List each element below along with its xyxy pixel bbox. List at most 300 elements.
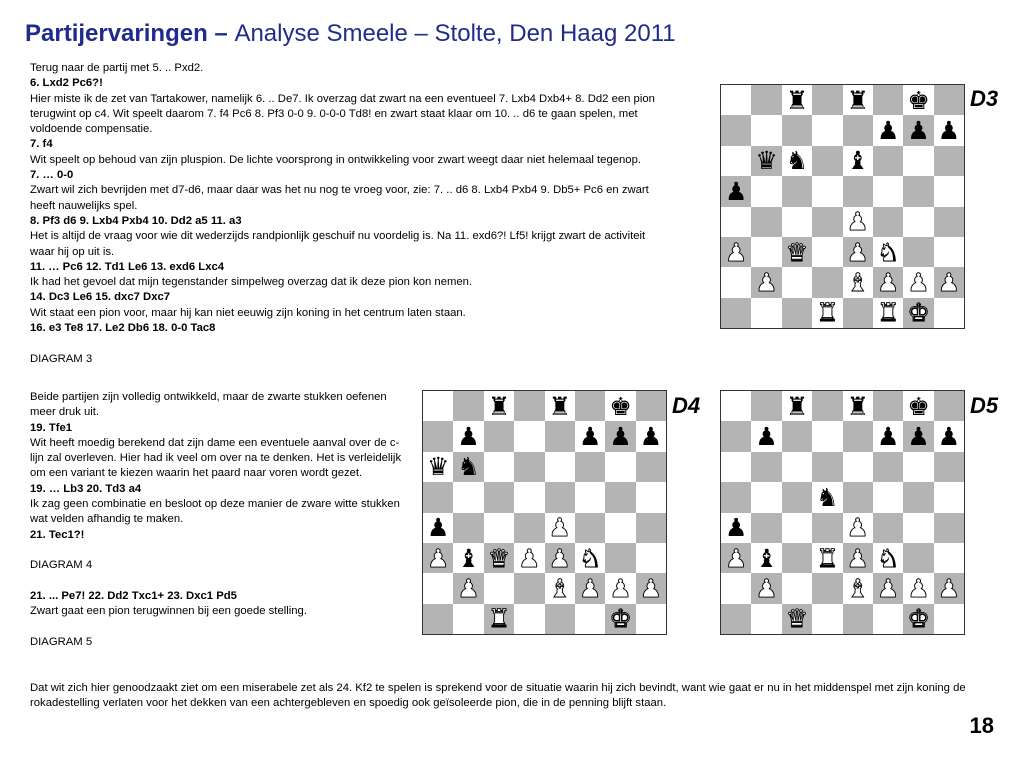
board-square (812, 391, 842, 421)
board-square (751, 267, 781, 297)
board-square (545, 482, 575, 512)
black-knight-icon: ♞ (816, 482, 839, 512)
paragraph-spacer (30, 336, 670, 351)
board-square (575, 391, 605, 421)
board-square (782, 85, 812, 115)
black-rook-icon: ♜ (548, 391, 571, 421)
white-pawn-icon: ♟ (846, 237, 869, 267)
board-square (514, 604, 544, 634)
commentary-line: Ik zag geen combinatie en besloot op deze manier de zware witte stukken wat velden afhandig te maken. (30, 498, 400, 526)
board-square (782, 482, 812, 512)
move-line: 7. … 0-0 (30, 169, 74, 182)
diagram-label-d5: D5 (970, 393, 999, 418)
board-square (721, 421, 751, 451)
board-square (812, 237, 842, 267)
board-square (903, 604, 933, 634)
board-square (843, 146, 873, 176)
board-square (575, 604, 605, 634)
board-square (873, 298, 903, 328)
white-knight-icon: ♞ (876, 237, 900, 267)
move-line: 21. ... Pe7! 22. Dd2 Txc1+ 23. Dxc1 Pd5 (30, 589, 237, 602)
board-square (782, 267, 812, 297)
board-square (934, 176, 964, 206)
board-square (812, 267, 842, 297)
black-rook-icon: ♜ (846, 85, 869, 115)
board-square (782, 452, 812, 482)
board-square (843, 207, 873, 237)
board-square (812, 573, 842, 603)
black-king-icon: ♚ (609, 391, 632, 421)
board-square (514, 421, 544, 451)
board-square (453, 421, 483, 451)
board-square (903, 237, 933, 267)
board-square (934, 391, 964, 421)
chess-diagram-d3 (720, 84, 965, 329)
board-square (721, 543, 751, 573)
board-square (873, 421, 903, 451)
black-bishop-icon: ♝ (755, 543, 778, 573)
white-pawn-icon: ♟ (876, 574, 900, 604)
board-square (812, 176, 842, 206)
board-square (636, 573, 666, 603)
move-line: 14. Dc3 Le6 15. dxc7 Dxc7 (30, 291, 171, 304)
board-square (843, 237, 873, 267)
white-pawn-icon: ♟ (609, 574, 632, 604)
board-square (545, 604, 575, 634)
board-square (934, 85, 964, 115)
commentary-line: Het is altijd de vraag voor wie dit wederzijds randpionlijk geschuif nu voordelig is. Na 11. exd6?! Lf5! krijgt zwart de activiteit waar hij op uit is. (30, 230, 646, 258)
board-square (423, 543, 453, 573)
board-square (721, 482, 751, 512)
black-pawn-icon: ♟ (755, 422, 778, 452)
black-king-icon: ♚ (907, 85, 930, 115)
board-square (812, 513, 842, 543)
board-square (751, 573, 781, 603)
black-pawn-icon: ♟ (639, 422, 663, 452)
board-square (843, 267, 873, 297)
commentary-line: Zwart wil zich bevrijden met d7-d6, maar daar was het nu nog te vroeg voor, zie: 7. .. d6 8. Lxb4 Pxb4 9. Db5+ Pc6 en zwart heeft nauwelijks spel. (30, 184, 649, 212)
board-square (812, 115, 842, 145)
commentary-line: Hier miste ik de zet van Tartakower, namelijk 6. .. De7. Ik overzag dat zwart na een eventueel 7. Lxb4 Dxb4+ 8. Dd2 een pion terugwint op c4. Wit speelt daarom 7. f4 Pc6 8. Pf3 0-0 9. 0-0-0 Td8! en zwart staat klaar om 10. .. d6 te gaan spelen, met voldoende compensatie. (30, 92, 655, 136)
board-square (782, 604, 812, 634)
board-square (453, 573, 483, 603)
white-king-icon: ♚ (907, 604, 930, 634)
board-square (873, 237, 903, 267)
board-square (843, 543, 873, 573)
board-square (812, 604, 842, 634)
move-line: 8. Pf3 d6 9. Lxb4 Pxb4 10. Dd2 a5 11. a3 (30, 214, 242, 227)
board-square (843, 298, 873, 328)
board-square (751, 391, 781, 421)
commentary-line: Wit heeft moedig berekend dat zijn dame een eventuele aanval over de c-lijn zal overleven. Hier had ik veel om over na te denken. Het is verleidelijk om een variant te kiezen waarin het paard naar voren wordt gezet. (30, 436, 402, 480)
board-square (636, 482, 666, 512)
black-rook-icon: ♜ (785, 391, 809, 421)
board-square (934, 513, 964, 543)
board-square (423, 573, 453, 603)
board-square (453, 391, 483, 421)
black-rook-icon: ♜ (846, 391, 869, 421)
board-square (782, 237, 812, 267)
board-square (873, 452, 903, 482)
white-pawn-icon: ♟ (846, 207, 869, 237)
board-square (721, 207, 751, 237)
white-pawn-icon: ♟ (937, 574, 961, 604)
board-square (873, 207, 903, 237)
board-square (903, 85, 933, 115)
board-square (873, 573, 903, 603)
board-square (575, 573, 605, 603)
white-pawn-icon: ♟ (907, 574, 930, 604)
board-square (423, 482, 453, 512)
board-square (843, 85, 873, 115)
board-square (636, 513, 666, 543)
board-square (605, 604, 635, 634)
board-square (843, 391, 873, 421)
white-pawn-icon: ♟ (639, 574, 663, 604)
board-square (934, 207, 964, 237)
board-square (934, 115, 964, 145)
move-line: 19. Tfe1 (30, 421, 73, 434)
diagram-label-d4: D4 (672, 393, 701, 418)
board-square (721, 513, 751, 543)
board-square (423, 421, 453, 451)
board-square (812, 482, 842, 512)
board-square (812, 452, 842, 482)
board-square (721, 298, 751, 328)
board-square (782, 573, 812, 603)
commentary-line: Zwart gaat een pion terugwinnen bij een goede stelling. (30, 605, 307, 618)
board-square (812, 146, 842, 176)
board-square (903, 482, 933, 512)
black-bishop-icon: ♝ (846, 146, 869, 176)
white-knight-icon: ♞ (876, 543, 900, 573)
board-square (453, 543, 483, 573)
board-square (843, 421, 873, 451)
board-square (575, 543, 605, 573)
white-king-icon: ♚ (609, 604, 632, 634)
board-square (721, 391, 751, 421)
black-pawn-icon: ♟ (724, 176, 748, 206)
board-square (782, 207, 812, 237)
board-square (721, 176, 751, 206)
white-bishop-icon: ♝ (846, 268, 869, 298)
board-square (575, 421, 605, 451)
board-square (873, 267, 903, 297)
board-square (934, 573, 964, 603)
board-square (903, 421, 933, 451)
board-square (934, 482, 964, 512)
white-pawn-icon: ♟ (724, 237, 748, 267)
board-square (751, 513, 781, 543)
board-square (545, 513, 575, 543)
board-square (934, 543, 964, 573)
board-square (484, 452, 514, 482)
paragraph-spacer (30, 543, 412, 558)
board-square (843, 452, 873, 482)
board-square (812, 543, 842, 573)
board-square (605, 452, 635, 482)
white-pawn-icon: ♟ (755, 268, 778, 298)
commentary-line: DIAGRAM 4 (30, 559, 93, 572)
board-square (721, 604, 751, 634)
board-square (545, 452, 575, 482)
board-square (903, 513, 933, 543)
board-square (751, 207, 781, 237)
board-square (934, 267, 964, 297)
board-square (903, 573, 933, 603)
black-pawn-icon: ♟ (876, 422, 900, 452)
board-square (812, 421, 842, 451)
board-square (545, 391, 575, 421)
black-pawn-icon: ♟ (937, 422, 961, 452)
board-square (605, 391, 635, 421)
board-square (873, 604, 903, 634)
board-square (636, 421, 666, 451)
board-square (873, 513, 903, 543)
board-square (812, 85, 842, 115)
board-square (873, 85, 903, 115)
board-square (423, 604, 453, 634)
board-square (843, 176, 873, 206)
board-square (751, 421, 781, 451)
move-line: 7. f4 (30, 138, 53, 151)
commentary-line: Wit staat een pion voor, maar hij kan niet eeuwig zijn koning in het centrum laten staan. (30, 306, 466, 319)
white-queen-icon: ♛ (785, 237, 809, 267)
commentary-line: Wit speelt op behoud van zijn pluspion. De lichte voorsprong in ontwikkeling voor zwart weegt daar niet helemaal tegenop. (30, 153, 642, 166)
board-square (545, 573, 575, 603)
board-square (721, 452, 751, 482)
black-queen-icon: ♛ (755, 146, 778, 176)
board-square (873, 543, 903, 573)
board-square (751, 543, 781, 573)
board-square (903, 543, 933, 573)
board-square (903, 267, 933, 297)
black-pawn-icon: ♟ (578, 422, 602, 452)
white-bishop-icon: ♝ (846, 574, 869, 604)
board-square (751, 176, 781, 206)
black-pawn-icon: ♟ (907, 422, 930, 452)
board-square (751, 604, 781, 634)
white-pawn-icon: ♟ (426, 543, 450, 573)
board-square (751, 482, 781, 512)
move-line: 11. … Pc6 12. Td1 Le6 13. exd6 Lxc4 (30, 260, 225, 273)
board-square (575, 482, 605, 512)
board-square (605, 482, 635, 512)
board-square (484, 543, 514, 573)
commentary-line: DIAGRAM 5 (30, 635, 93, 648)
board-square (903, 146, 933, 176)
board-square (934, 237, 964, 267)
black-pawn-icon: ♟ (426, 513, 450, 543)
board-square (751, 115, 781, 145)
white-queen-icon: ♛ (487, 543, 511, 573)
board-square (575, 513, 605, 543)
white-pawn-icon: ♟ (846, 543, 869, 573)
white-pawn-icon: ♟ (578, 574, 602, 604)
board-square (605, 421, 635, 451)
black-pawn-icon: ♟ (609, 422, 632, 452)
diagram-label-d3: D3 (970, 86, 999, 111)
board-square (721, 115, 751, 145)
analysis-text-top (30, 61, 670, 367)
white-pawn-icon: ♟ (937, 268, 961, 298)
board-square (751, 237, 781, 267)
white-pawn-icon: ♟ (724, 543, 748, 573)
board-square (934, 604, 964, 634)
board-square (636, 391, 666, 421)
board-square (903, 298, 933, 328)
board-square (782, 543, 812, 573)
board-square (545, 421, 575, 451)
board-square (782, 391, 812, 421)
white-pawn-icon: ♟ (907, 268, 930, 298)
board-square (484, 604, 514, 634)
white-pawn-icon: ♟ (548, 513, 571, 543)
black-pawn-icon: ♟ (907, 116, 930, 146)
board-square (934, 298, 964, 328)
white-pawn-icon: ♟ (846, 513, 869, 543)
analysis-text-bottom: Dat wit zich hier genoodzaakt ziet om een miserabele zet als 24. Kf2 te spelen is sprekend voor de situatie waarin hij zich bevindt, want wie gaat er nu in het middenspel met zijn koning de rokadestelling verlaten voor het dekken van een achtergebleven en spoedig ook geïsoleerde pion, die in de penning blijft staan. (30, 682, 966, 710)
white-pawn-icon: ♟ (876, 268, 900, 298)
board-square (903, 115, 933, 145)
page-number: 18 (969, 713, 994, 738)
board-square (514, 513, 544, 543)
board-square (843, 573, 873, 603)
move-line: 19. … Lb3 20. Td3 a4 (30, 482, 142, 495)
chess-diagram-d4 (422, 390, 667, 635)
board-square (605, 513, 635, 543)
board-square (812, 298, 842, 328)
board-square (873, 146, 903, 176)
analysis-text-middle (30, 390, 412, 650)
board-square (751, 85, 781, 115)
board-square (782, 176, 812, 206)
board-square (636, 604, 666, 634)
board-square (782, 298, 812, 328)
board-square (484, 573, 514, 603)
board-square (423, 391, 453, 421)
black-pawn-icon: ♟ (876, 116, 900, 146)
black-knight-icon: ♞ (457, 452, 480, 482)
board-square (423, 452, 453, 482)
black-queen-icon: ♛ (426, 452, 450, 482)
black-knight-icon: ♞ (785, 146, 809, 176)
board-square (934, 421, 964, 451)
paragraph-spacer (30, 574, 412, 589)
title-bold: Partijervaringen – (25, 20, 235, 47)
black-rook-icon: ♜ (785, 85, 809, 115)
board-square (782, 146, 812, 176)
white-pawn-icon: ♟ (755, 574, 778, 604)
board-square (514, 573, 544, 603)
board-square (514, 543, 544, 573)
board-square (751, 452, 781, 482)
board-square (514, 482, 544, 512)
board-square (721, 146, 751, 176)
board-square (751, 298, 781, 328)
board-square (453, 604, 483, 634)
board-square (843, 513, 873, 543)
white-rook-icon: ♜ (876, 298, 900, 328)
move-line: 21. Tec1?! (30, 528, 85, 541)
white-knight-icon: ♞ (578, 543, 602, 573)
black-rook-icon: ♜ (487, 391, 511, 421)
board-square (934, 146, 964, 176)
white-pawn-icon: ♟ (548, 543, 571, 573)
board-square (903, 391, 933, 421)
title-rest: Analyse Smeele – Stolte, Den Haag 2011 (234, 20, 676, 47)
board-square (903, 176, 933, 206)
board-square (484, 513, 514, 543)
commentary-line: Beide partijen zijn volledig ontwikkeld, maar de zwarte stukken oefenen meer druk uit. (30, 391, 387, 419)
move-line: 6. Lxd2 Pc6?! (30, 77, 103, 90)
board-square (903, 207, 933, 237)
board-square (782, 513, 812, 543)
commentary-line: Terug naar de partij met 5. .. Pxd2. (30, 62, 204, 74)
board-square (605, 543, 635, 573)
commentary-line: Ik had het gevoel dat mijn tegenstander simpelweg overzag dat ik deze pion kon nemen. (30, 276, 473, 289)
board-square (636, 543, 666, 573)
white-rook-icon: ♜ (816, 298, 839, 328)
board-square (782, 115, 812, 145)
black-bishop-icon: ♝ (457, 543, 480, 573)
board-square (782, 421, 812, 451)
board-square (514, 452, 544, 482)
board-square (721, 85, 751, 115)
board-square (721, 237, 751, 267)
board-square (545, 543, 575, 573)
board-square (453, 482, 483, 512)
board-square (484, 482, 514, 512)
board-square (903, 452, 933, 482)
board-square (843, 604, 873, 634)
white-rook-icon: ♜ (487, 604, 511, 634)
board-square (423, 513, 453, 543)
black-pawn-icon: ♟ (937, 116, 961, 146)
board-square (934, 452, 964, 482)
white-rook-icon: ♜ (816, 543, 839, 573)
white-bishop-icon: ♝ (548, 574, 571, 604)
page-title (25, 20, 676, 48)
board-square (812, 207, 842, 237)
chess-diagram-d5 (720, 390, 965, 635)
black-pawn-icon: ♟ (457, 422, 480, 452)
move-line: 16. e3 Te8 17. Le2 Db6 18. 0-0 Tac8 (30, 322, 216, 335)
black-pawn-icon: ♟ (724, 513, 748, 543)
board-square (721, 267, 751, 297)
board-square (843, 115, 873, 145)
board-square (843, 482, 873, 512)
board-square (453, 513, 483, 543)
white-pawn-icon: ♟ (457, 574, 480, 604)
board-square (873, 176, 903, 206)
board-square (873, 482, 903, 512)
board-square (575, 452, 605, 482)
white-king-icon: ♚ (907, 298, 930, 328)
board-square (636, 452, 666, 482)
board-square (751, 146, 781, 176)
commentary-line: DIAGRAM 3 (30, 352, 93, 365)
white-queen-icon: ♛ (785, 604, 809, 634)
board-square (605, 573, 635, 603)
board-square (873, 391, 903, 421)
board-square (721, 573, 751, 603)
white-pawn-icon: ♟ (518, 543, 541, 573)
board-square (484, 421, 514, 451)
board-square (514, 391, 544, 421)
board-square (873, 115, 903, 145)
paragraph-spacer (30, 619, 412, 634)
